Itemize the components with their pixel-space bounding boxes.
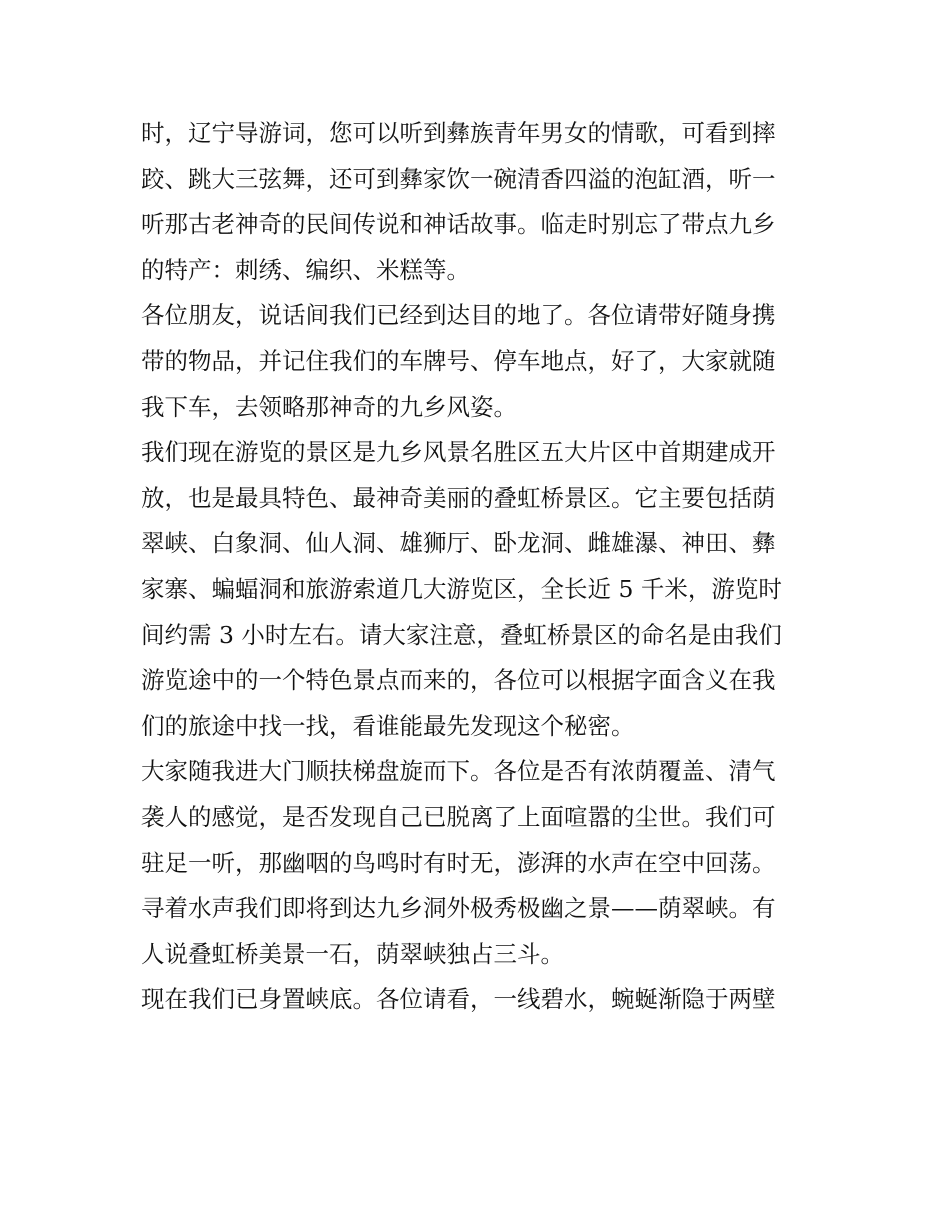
text-line: 家寨、蝙蝠洞和旅游索道几大游览区，全长近 5 千米，游览时 [141, 574, 782, 603]
text-line: 带的物品，并记住我们的车牌号、停车地点，好了，大家就随 [141, 346, 776, 375]
text-line: 驻足一听，那幽咽的鸟鸣时有时无，澎湃的水声在空中回荡。 [141, 848, 776, 877]
text-line: 的特产：刺绣、编织、米糕等。 [141, 255, 470, 284]
text-line: 大家随我进大门顺扶梯盘旋而下。各位是否有浓荫覆盖、清气 [141, 757, 776, 786]
text-line: 游览途中的一个特色景点而来的，各位可以根据字面含义在我 [141, 666, 776, 695]
text-line: 听那古老神奇的民间传说和神话故事。临走时别忘了带点九乡 [141, 210, 776, 239]
text-line: 翠峡、白象洞、仙人洞、雄狮厅、卧龙洞、雌雄瀑、神田、彝 [141, 529, 776, 558]
text-line: 人说叠虹桥美景一石，荫翠峡独占三斗。 [141, 939, 564, 968]
text-line: 们的旅途中找一找，看谁能最先发现这个秘密。 [141, 711, 635, 740]
text-line: 现在我们已身置峡底。各位请看，一线碧水，蜿蜒渐隐于两壁 [141, 985, 776, 1014]
text-line: 我下车，去领略那神奇的九乡风姿。 [141, 392, 517, 421]
text-line: 跤、跳大三弦舞，还可到彝家饮一碗清香四溢的泡缸酒，听一 [141, 164, 776, 193]
text-line: 间约需 3 小时左右。请大家注意，叠虹桥景区的命名是由我们 [141, 620, 782, 649]
text-line: 寻着水声我们即将到达九乡洞外极秀极幽之景——荫翠峡。有 [141, 894, 776, 923]
text-line: 放，也是最具特色、最神奇美丽的叠虹桥景区。它主要包括荫 [141, 483, 776, 512]
text-line: 袭人的感觉，是否发现自己已脱离了上面喧嚣的尘世。我们可 [141, 802, 776, 831]
text-line: 时，辽宁导游词，您可以听到彝族青年男女的情歌，可看到摔 [141, 119, 776, 147]
body-text [141, 111, 813, 1023]
text-line: 各位朋友，说话间我们已经到达目的地了。各位请带好随身携 [141, 301, 776, 330]
text-line: 我们现在游览的景区是九乡风景名胜区五大片区中首期建成开 [141, 438, 776, 467]
